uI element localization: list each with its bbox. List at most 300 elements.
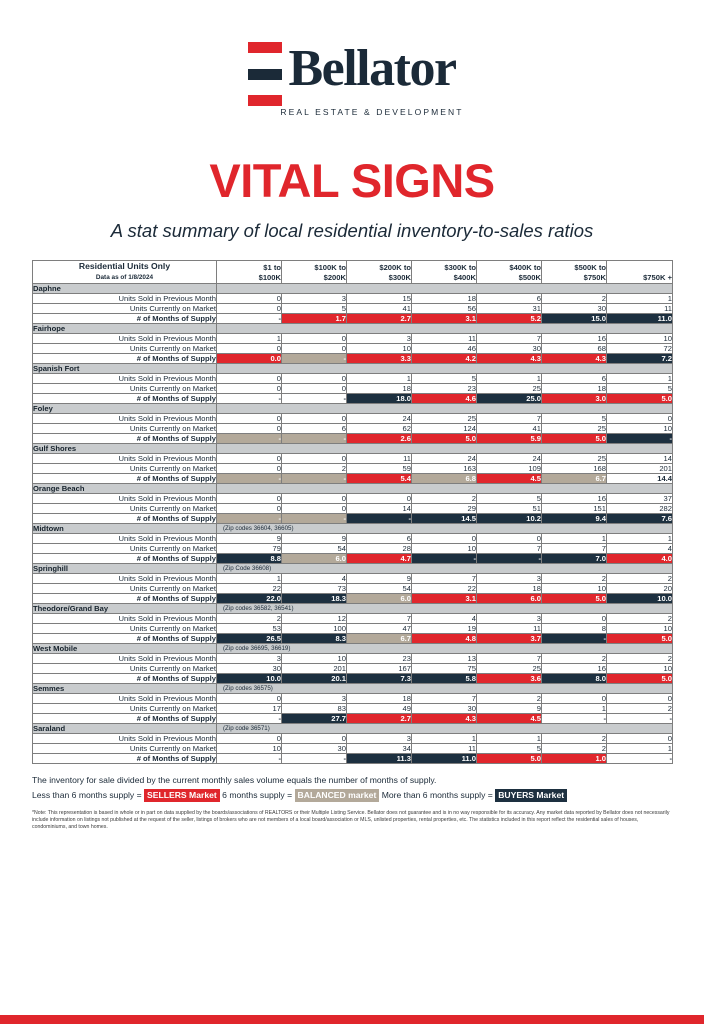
data-cell: 10 (607, 624, 673, 634)
city-name: Theodore/Grand Bay (33, 604, 217, 614)
data-cell: 3 (477, 574, 542, 584)
legend-buyers-chip: BUYERS Market (495, 789, 567, 802)
row-label: Units Currently on Market (33, 624, 217, 634)
column-header-7: $750K + (607, 261, 673, 284)
page-subtitle: A stat summary of local residential inventory-to-sales ratios (110, 220, 594, 241)
supply-cell: 9.4 (542, 514, 607, 524)
data-cell: 18 (347, 384, 412, 394)
data-cell: 83 (282, 704, 347, 714)
table-row (33, 514, 673, 524)
data-cell: 11 (477, 624, 542, 634)
supply-cell: 4.0 (607, 554, 673, 564)
table-body (33, 261, 673, 764)
logo-bar-middle (248, 69, 282, 80)
city-header-row (33, 404, 673, 414)
data-cell: 5 (542, 414, 607, 424)
data-cell: 3 (477, 614, 542, 624)
supply-cell: 2.7 (347, 314, 412, 324)
data-cell: 18 (412, 294, 477, 304)
supply-cell: - (217, 474, 282, 484)
data-cell: 30 (542, 304, 607, 314)
data-cell: 25 (477, 384, 542, 394)
data-cell: 47 (347, 624, 412, 634)
city-name: Daphne (33, 284, 217, 294)
data-cell: 4 (282, 574, 347, 584)
data-cell: 1 (607, 374, 673, 384)
supply-cell: 7.6 (607, 514, 673, 524)
corner-title: Residential Units Only (78, 261, 171, 271)
supply-cell: 22.0 (217, 594, 282, 604)
city-name: Saraland (33, 724, 217, 734)
logo-wordmark: Bellator (288, 40, 456, 97)
row-label: Units Currently on Market (33, 544, 217, 554)
data-cell: 25 (477, 664, 542, 674)
data-cell: 1 (217, 334, 282, 344)
data-cell: 2 (542, 744, 607, 754)
data-cell: 0 (217, 344, 282, 354)
data-cell: 0 (347, 494, 412, 504)
supply-cell: 6.8 (412, 474, 477, 484)
supply-cell: - (542, 714, 607, 724)
logo-bars-icon (248, 40, 282, 106)
data-cell: 1 (217, 574, 282, 584)
logo-bar-top (248, 42, 282, 53)
logo-row (248, 40, 455, 106)
legend (32, 774, 672, 802)
row-label: Units Sold in Previous Month (33, 374, 217, 384)
data-cell: 3 (282, 694, 347, 704)
data-cell: 109 (477, 464, 542, 474)
row-label: Units Currently on Market (33, 704, 217, 714)
row-label: # of Months of Supply (33, 314, 217, 324)
data-cell: 10 (282, 654, 347, 664)
page-title: VITAL SIGNS (209, 154, 495, 207)
row-label: Units Sold in Previous Month (33, 694, 217, 704)
supply-cell: - (607, 434, 673, 444)
table-row (33, 494, 673, 504)
supply-cell: 5.0 (542, 434, 607, 444)
data-cell: 2 (542, 574, 607, 584)
data-cell: 0 (217, 294, 282, 304)
row-label: Units Sold in Previous Month (33, 454, 217, 464)
data-cell: 23 (347, 654, 412, 664)
data-cell: 7 (542, 544, 607, 554)
data-cell: 24 (347, 414, 412, 424)
data-cell: 73 (282, 584, 347, 594)
row-label: # of Months of Supply (33, 554, 217, 564)
data-cell: 0 (282, 504, 347, 514)
data-cell: 2 (607, 704, 673, 714)
data-cell: 0 (217, 494, 282, 504)
data-cell: 25 (412, 414, 477, 424)
city-name: Springhill (33, 564, 217, 574)
row-label: Units Sold in Previous Month (33, 654, 217, 664)
city-header-row (33, 444, 673, 454)
data-cell: 18 (347, 694, 412, 704)
data-cell: 201 (607, 464, 673, 474)
supply-cell: 4.5 (477, 474, 542, 484)
data-cell: 20 (607, 584, 673, 594)
row-label: Units Sold in Previous Month (33, 294, 217, 304)
row-label: # of Months of Supply (33, 594, 217, 604)
supply-cell: - (607, 754, 673, 764)
data-cell: 68 (542, 344, 607, 354)
supply-cell: - (217, 714, 282, 724)
data-cell: 282 (607, 504, 673, 514)
table-row (33, 574, 673, 584)
data-cell: 22 (217, 584, 282, 594)
data-cell: 11 (607, 304, 673, 314)
supply-cell: - (282, 754, 347, 764)
data-cell: 12 (282, 614, 347, 624)
data-cell: 9 (217, 534, 282, 544)
data-cell: 31 (477, 304, 542, 314)
supply-cell: 14.4 (607, 474, 673, 484)
city-name: Foley (33, 404, 217, 414)
data-cell: 16 (542, 494, 607, 504)
city-note (217, 484, 673, 494)
supply-cell: 4.3 (477, 354, 542, 364)
data-cell: 0 (412, 534, 477, 544)
data-cell: 0 (282, 384, 347, 394)
supply-cell: - (347, 514, 412, 524)
data-cell: 37 (607, 494, 673, 504)
data-cell: 151 (542, 504, 607, 514)
row-label: # of Months of Supply (33, 474, 217, 484)
data-cell: 0 (282, 734, 347, 744)
supply-cell: 0.0 (217, 354, 282, 364)
supply-cell: 14.5 (412, 514, 477, 524)
row-label: # of Months of Supply (33, 674, 217, 684)
data-cell: 75 (412, 664, 477, 674)
row-label: Units Currently on Market (33, 504, 217, 514)
city-header-row (33, 684, 673, 694)
data-cell: 2 (607, 614, 673, 624)
supply-cell: 3.3 (347, 354, 412, 364)
table-row (33, 374, 673, 384)
data-cell: 16 (542, 334, 607, 344)
data-cell: 168 (542, 464, 607, 474)
city-header-row (33, 524, 673, 534)
logo-bar-bottom (248, 95, 282, 106)
legend-six-label: 6 months supply = (222, 790, 293, 800)
table-corner-cell (33, 261, 217, 284)
table-row (33, 584, 673, 594)
data-cell: 0 (607, 734, 673, 744)
table-row (33, 454, 673, 464)
table-row (33, 654, 673, 664)
row-label: # of Months of Supply (33, 394, 217, 404)
supply-cell: - (217, 394, 282, 404)
row-label: # of Months of Supply (33, 714, 217, 724)
legend-balanced-chip: BALANCED market (295, 789, 380, 802)
table-row (33, 504, 673, 514)
data-cell: 24 (412, 454, 477, 464)
data-cell: 0 (282, 494, 347, 504)
data-cell: 0 (217, 734, 282, 744)
supply-cell: 7.0 (542, 554, 607, 564)
data-cell: 1 (477, 734, 542, 744)
supply-cell: 5.8 (412, 674, 477, 684)
city-note (217, 364, 673, 374)
data-cell: 41 (347, 304, 412, 314)
data-cell: 19 (412, 624, 477, 634)
data-cell: 2 (282, 464, 347, 474)
table-row (33, 714, 673, 724)
data-cell: 0 (217, 504, 282, 514)
row-label: Units Currently on Market (33, 344, 217, 354)
data-cell: 16 (542, 664, 607, 674)
data-cell: 2 (477, 694, 542, 704)
supply-cell: 4.3 (412, 714, 477, 724)
legend-sellers-chip: SELLERS Market (144, 789, 220, 802)
legend-line-2 (32, 789, 672, 802)
supply-cell: 5.2 (477, 314, 542, 324)
table-row (33, 734, 673, 744)
data-cell: 28 (347, 544, 412, 554)
city-name: Semmes (33, 684, 217, 694)
data-cell: 11 (412, 744, 477, 754)
data-cell: 0 (217, 374, 282, 384)
supply-cell: - (282, 474, 347, 484)
data-cell: 5 (477, 744, 542, 754)
data-cell: 14 (607, 454, 673, 464)
supply-cell: 27.7 (282, 714, 347, 724)
data-cell: 51 (477, 504, 542, 514)
row-label: Units Currently on Market (33, 384, 217, 394)
supply-cell: - (217, 434, 282, 444)
logo (32, 0, 672, 117)
row-label: # of Months of Supply (33, 434, 217, 444)
vital-signs-table (32, 260, 673, 764)
table-row (33, 624, 673, 634)
column-header-5: $400K to $500K (477, 261, 542, 284)
data-cell: 201 (282, 664, 347, 674)
data-cell: 17 (217, 704, 282, 714)
data-cell: 2 (217, 614, 282, 624)
supply-cell: 3.1 (412, 594, 477, 604)
table-row (33, 474, 673, 484)
row-label: Units Sold in Previous Month (33, 534, 217, 544)
row-label: Units Sold in Previous Month (33, 414, 217, 424)
data-cell: 0 (217, 414, 282, 424)
data-cell: 30 (412, 704, 477, 714)
data-cell: 0 (282, 374, 347, 384)
city-header-row (33, 324, 673, 334)
supply-cell: 10.0 (607, 594, 673, 604)
data-cell: 18 (542, 384, 607, 394)
data-cell: 4 (607, 544, 673, 554)
data-cell: 6 (542, 374, 607, 384)
data-cell: 10 (347, 344, 412, 354)
data-cell: 9 (477, 704, 542, 714)
supply-cell: 6.7 (347, 634, 412, 644)
supply-cell: 2.7 (347, 714, 412, 724)
city-note (217, 404, 673, 414)
row-label: Units Currently on Market (33, 464, 217, 474)
city-note: (Zip codes 36575) (217, 684, 673, 694)
data-cell: 13 (412, 654, 477, 664)
supply-cell: 5.0 (607, 634, 673, 644)
table-row (33, 554, 673, 564)
city-note: (Zip code 36695, 36619) (217, 644, 673, 654)
supply-cell: 4.3 (542, 354, 607, 364)
data-cell: 5 (607, 384, 673, 394)
supply-cell: 26.5 (217, 634, 282, 644)
table-row (33, 414, 673, 424)
table-row (33, 434, 673, 444)
data-cell: 2 (542, 294, 607, 304)
supply-cell: - (217, 314, 282, 324)
supply-cell: 5.9 (477, 434, 542, 444)
row-label: Units Sold in Previous Month (33, 494, 217, 504)
row-label: # of Months of Supply (33, 634, 217, 644)
table-row (33, 694, 673, 704)
supply-cell: 7.2 (607, 354, 673, 364)
supply-cell: 1.7 (282, 314, 347, 324)
data-cell: 6 (282, 424, 347, 434)
row-label: Units Currently on Market (33, 744, 217, 754)
data-cell: 6 (477, 294, 542, 304)
supply-cell: 7.3 (347, 674, 412, 684)
supply-cell: 4.8 (412, 634, 477, 644)
data-cell: 10 (412, 544, 477, 554)
city-name: Spanish Fort (33, 364, 217, 374)
data-cell: 30 (282, 744, 347, 754)
city-name: Gulf Shores (33, 444, 217, 454)
data-cell: 25 (542, 424, 607, 434)
row-label: Units Sold in Previous Month (33, 574, 217, 584)
table-row (33, 304, 673, 314)
data-cell: 56 (412, 304, 477, 314)
city-header-row (33, 604, 673, 614)
data-cell: 15 (347, 294, 412, 304)
city-note (217, 324, 673, 334)
data-cell: 7 (347, 614, 412, 624)
legend-more-than-label: More than 6 months supply = (381, 790, 493, 800)
data-cell: 54 (347, 584, 412, 594)
row-label: # of Months of Supply (33, 354, 217, 364)
city-name: Orange Beach (33, 484, 217, 494)
city-header-row (33, 724, 673, 734)
data-cell: 0 (282, 414, 347, 424)
data-cell: 41 (477, 424, 542, 434)
table-row (33, 674, 673, 684)
supply-cell: - (607, 714, 673, 724)
supply-cell: 4.2 (412, 354, 477, 364)
city-header-row (33, 284, 673, 294)
data-cell: 11 (412, 334, 477, 344)
data-cell: 1 (607, 744, 673, 754)
table-row (33, 464, 673, 474)
data-cell: 46 (412, 344, 477, 354)
city-note (217, 444, 673, 454)
supply-cell: 10.2 (477, 514, 542, 524)
data-cell: 9 (347, 574, 412, 584)
data-cell: 0 (542, 694, 607, 704)
data-cell: 0 (607, 694, 673, 704)
supply-cell: - (282, 354, 347, 364)
supply-cell: 15.0 (542, 314, 607, 324)
supply-cell: 4.7 (347, 554, 412, 564)
footer-accent-bar (0, 1015, 704, 1024)
supply-cell: - (542, 634, 607, 644)
table-row (33, 594, 673, 604)
table-row (33, 294, 673, 304)
data-cell: 7 (477, 654, 542, 664)
column-header-1: $1 to $100K (217, 261, 282, 284)
table-row (33, 754, 673, 764)
data-cell: 1 (477, 374, 542, 384)
table-row (33, 354, 673, 364)
data-cell: 7 (412, 574, 477, 584)
supply-cell: - (217, 754, 282, 764)
data-cell: 7 (477, 414, 542, 424)
supply-cell: 11.3 (347, 754, 412, 764)
data-cell: 59 (347, 464, 412, 474)
table-row (33, 664, 673, 674)
data-cell: 0 (282, 454, 347, 464)
city-header-row (33, 364, 673, 374)
row-label: Units Currently on Market (33, 424, 217, 434)
supply-cell: 3.7 (477, 634, 542, 644)
supply-cell: 11.0 (412, 754, 477, 764)
supply-cell: - (412, 554, 477, 564)
supply-cell: 1.0 (542, 754, 607, 764)
data-cell: 2 (607, 654, 673, 664)
column-header-3: $200K to $300K (347, 261, 412, 284)
data-cell: 10 (607, 664, 673, 674)
supply-cell: 8.0 (542, 674, 607, 684)
supply-cell: 3.0 (542, 394, 607, 404)
supply-cell: 5.0 (607, 394, 673, 404)
data-cell: 0 (217, 424, 282, 434)
data-cell: 3 (347, 734, 412, 744)
data-cell: 7 (477, 544, 542, 554)
data-cell: 0 (217, 304, 282, 314)
data-cell: 23 (412, 384, 477, 394)
table-row (33, 424, 673, 434)
supply-cell: 5.0 (607, 674, 673, 684)
data-cell: 1 (607, 534, 673, 544)
supply-cell: 6.0 (477, 594, 542, 604)
data-cell: 9 (282, 534, 347, 544)
table-row (33, 704, 673, 714)
data-cell: 7 (412, 694, 477, 704)
row-label: # of Months of Supply (33, 754, 217, 764)
table-row (33, 344, 673, 354)
data-cell: 0 (217, 454, 282, 464)
row-label: Units Sold in Previous Month (33, 334, 217, 344)
row-label: Units Sold in Previous Month (33, 734, 217, 744)
data-cell: 18 (477, 584, 542, 594)
data-cell: 5 (477, 494, 542, 504)
city-name: West Mobile (33, 644, 217, 654)
supply-cell: 5.0 (412, 434, 477, 444)
legend-less-than-label: Less than 6 months supply = (32, 790, 142, 800)
data-cell: 0 (607, 414, 673, 424)
supply-cell: - (282, 514, 347, 524)
city-header-row (33, 484, 673, 494)
data-cell: 0 (217, 464, 282, 474)
data-cell: 30 (477, 344, 542, 354)
table-row (33, 614, 673, 624)
supply-cell: 18.3 (282, 594, 347, 604)
supply-cell: 4.5 (477, 714, 542, 724)
supply-cell: - (477, 554, 542, 564)
data-cell: 1 (542, 534, 607, 544)
data-cell: 6 (347, 534, 412, 544)
